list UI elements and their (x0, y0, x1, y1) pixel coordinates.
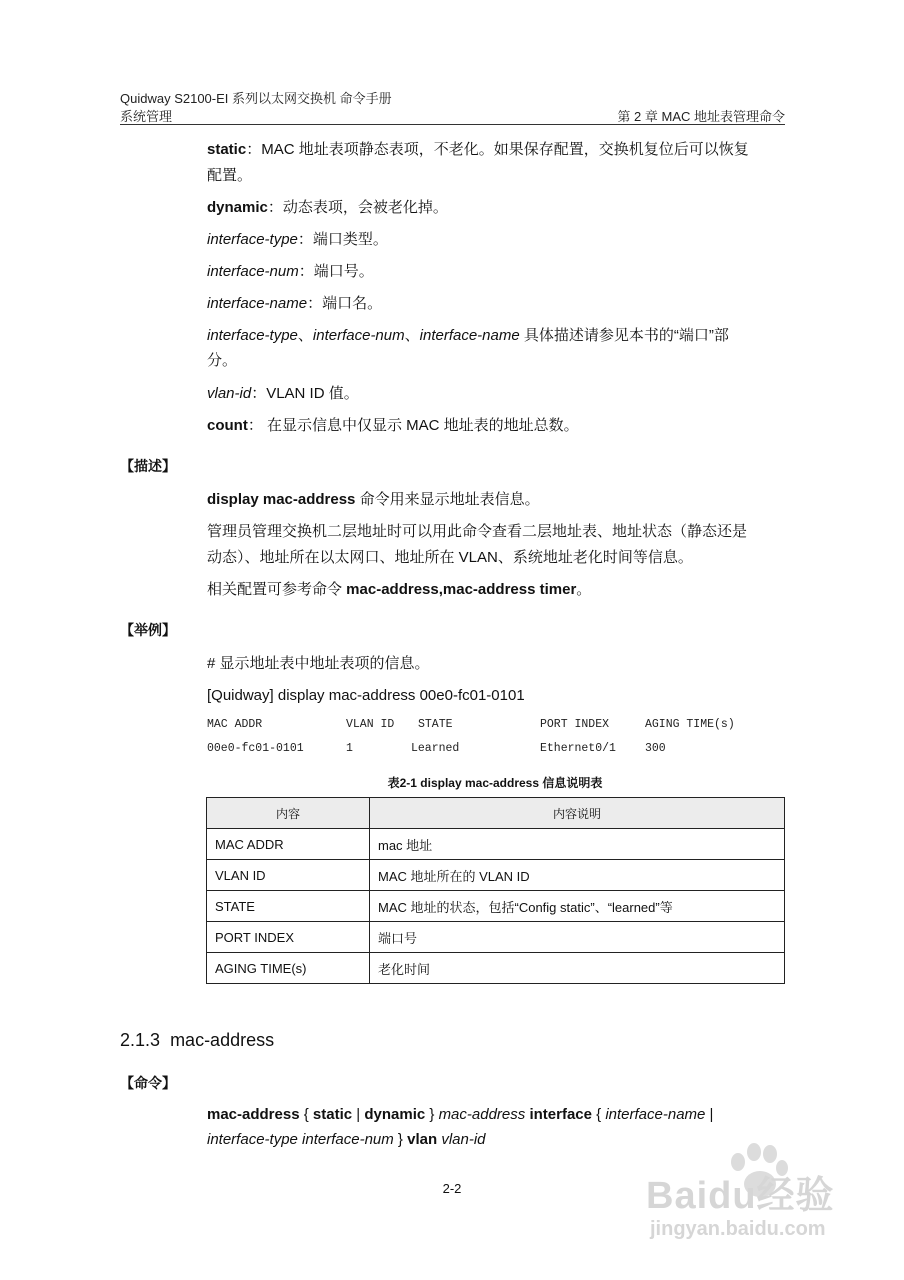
table-row (207, 953, 785, 984)
syntax-symbol: { (299, 1106, 313, 1123)
syntax-keyword: dynamic (364, 1106, 426, 1123)
table-header-cell: 内容 (207, 798, 370, 829)
param-desc: 端口名。 (322, 295, 383, 312)
param-sep: 、 (404, 327, 420, 344)
syntax-keyword: interface (529, 1106, 592, 1123)
syntax-symbol: } (393, 1131, 408, 1148)
description-line-1 (207, 490, 540, 510)
param-sep: 、 (297, 327, 313, 344)
param-desc: 端口号。 (313, 263, 374, 280)
section-title: mac-address (170, 1030, 275, 1050)
param-desc: 在显示信息中仅显示 MAC 地址表的地址总数。 (262, 417, 579, 434)
param-desc: VLAN ID 值。 (266, 385, 359, 402)
param-desc: MAC 地址表项静态表项，不老化。如果保存配置，交换机复位后可以恢复 (261, 141, 749, 158)
syntax-argument: mac-address (438, 1106, 526, 1123)
param-interface-num (207, 262, 374, 282)
example-command: [Quidway] display mac-address 00e0-fc01-0101 (207, 687, 525, 704)
param-sep: ： (307, 295, 323, 312)
param-sep: ： (247, 417, 263, 434)
table-cell: AGING TIME(s) (207, 953, 370, 984)
output-header-mac: MAC ADDR (207, 718, 263, 731)
output-header-state: STATE (418, 718, 453, 731)
table-cell: 老化时间 (370, 953, 785, 984)
param-sep: ： (246, 141, 262, 158)
param-desc: 端口类型。 (312, 231, 388, 248)
command-name: mac-address,mac-address timer (346, 581, 577, 598)
param-static (207, 140, 749, 160)
watermark (642, 1140, 852, 1250)
param-sep: ： (251, 385, 267, 402)
table-row (207, 891, 785, 922)
table-cell: 端口号 (370, 922, 785, 953)
syntax-symbol: } (425, 1106, 439, 1123)
page-number: 2-2 (442, 1181, 462, 1196)
param-term: interface-type (207, 231, 298, 248)
info-table (206, 797, 785, 984)
param-term: interface-name (419, 327, 520, 344)
table-row (207, 829, 785, 860)
command-heading: 【命令】 (120, 1075, 176, 1091)
command-name: display mac-address (207, 491, 356, 508)
table-cell: VLAN ID (207, 860, 370, 891)
output-value-state: Learned (411, 742, 460, 755)
table-row (207, 860, 785, 891)
param-port-reference (207, 326, 729, 346)
param-dynamic (207, 198, 448, 218)
table-header-cell: 内容说明 (370, 798, 785, 829)
output-value-aging: 300 (645, 742, 666, 755)
description-heading: 【描述】 (120, 458, 176, 474)
syntax-keyword: mac-address (207, 1106, 300, 1123)
description-line-2: 管理员管理交换机二层地址时可以用此命令查看二层地址表、地址状态（静态还是 (207, 523, 748, 540)
syntax-symbol: | (705, 1106, 714, 1123)
param-sep: ： (267, 199, 283, 216)
syntax-keyword: vlan (407, 1131, 438, 1148)
output-value-vlan: 1 (346, 742, 353, 755)
output-value-port: Ethernet0/1 (540, 742, 616, 755)
param-term: interface-type (207, 327, 298, 344)
syntax-argument: interface-type interface-num (207, 1131, 394, 1148)
syntax-symbol: | (352, 1106, 365, 1123)
section-left: 系统管理 (120, 109, 173, 124)
description-line-3: 动态）、地址所在以太网口、地址所在 VLAN、系统地址老化时间等信息。 (207, 549, 693, 566)
chapter-title: 第 2 章 MAC 地址表管理命令 (617, 109, 785, 124)
description-line-4 (207, 580, 591, 600)
output-header-vlan: VLAN ID (346, 718, 395, 731)
output-header-port: PORT INDEX (540, 718, 610, 731)
section-heading (120, 1030, 274, 1051)
param-port-reference-cont: 分。 (207, 352, 238, 369)
table-caption: 表2-1 display mac-address 信息说明表 (387, 776, 603, 790)
param-term: interface-name (207, 295, 308, 312)
example-comment: # 显示地址表中地址表项的信息。 (207, 655, 430, 672)
table-row (207, 922, 785, 953)
param-desc: 动态表项，会被老化掉。 (282, 199, 448, 216)
watermark-brand: Baidu经验 (646, 1175, 835, 1217)
param-term: static (207, 141, 247, 158)
param-interface-type (207, 230, 388, 250)
table-cell: MAC ADDR (207, 829, 370, 860)
watermark-url: jingyan.baidu.com (650, 1218, 826, 1240)
syntax-argument: interface-name (605, 1106, 706, 1123)
description-text: 命令用来显示地址表信息。 (355, 491, 540, 508)
param-term: interface-num (312, 327, 405, 344)
table-cell: MAC 地址所在的 VLAN ID (370, 860, 785, 891)
table-header-row (207, 798, 785, 829)
output-value-mac: 00e0-fc01-0101 (207, 742, 304, 755)
example-heading: 【举例】 (120, 622, 176, 638)
param-term: interface-num (207, 263, 299, 280)
param-term: count (207, 417, 248, 434)
syntax-argument: vlan-id (441, 1131, 486, 1148)
param-interface-name (207, 294, 382, 314)
output-header-aging: AGING TIME(s) (645, 718, 735, 731)
param-sep: ： (297, 231, 313, 248)
param-count (207, 416, 579, 436)
header-rule (120, 124, 785, 125)
param-static-cont: 配置。 (207, 167, 253, 184)
section-number: 2.1.3 (120, 1030, 161, 1050)
param-term: vlan-id (207, 385, 252, 402)
syntax-symbol: { (591, 1106, 606, 1123)
param-desc: 具体描述请参见本书的“端口”部 (519, 327, 729, 344)
doc-title: Quidway S2100-EI 系列以太网交换机 命令手册 (120, 91, 392, 106)
table-cell: mac 地址 (370, 829, 785, 860)
table-cell: STATE (207, 891, 370, 922)
param-vlan-id (207, 384, 359, 404)
table-cell: MAC 地址的状态，包括“Config static”、“learned”等 (370, 891, 785, 922)
description-text: 。 (576, 581, 592, 598)
param-term: dynamic (207, 199, 268, 216)
syntax-line-2 (207, 1130, 486, 1150)
description-text: 相关配置可参考命令 (207, 581, 347, 598)
param-sep: ： (298, 263, 314, 280)
syntax-line-1 (207, 1105, 713, 1125)
syntax-keyword: static (312, 1106, 353, 1123)
table-cell: PORT INDEX (207, 922, 370, 953)
